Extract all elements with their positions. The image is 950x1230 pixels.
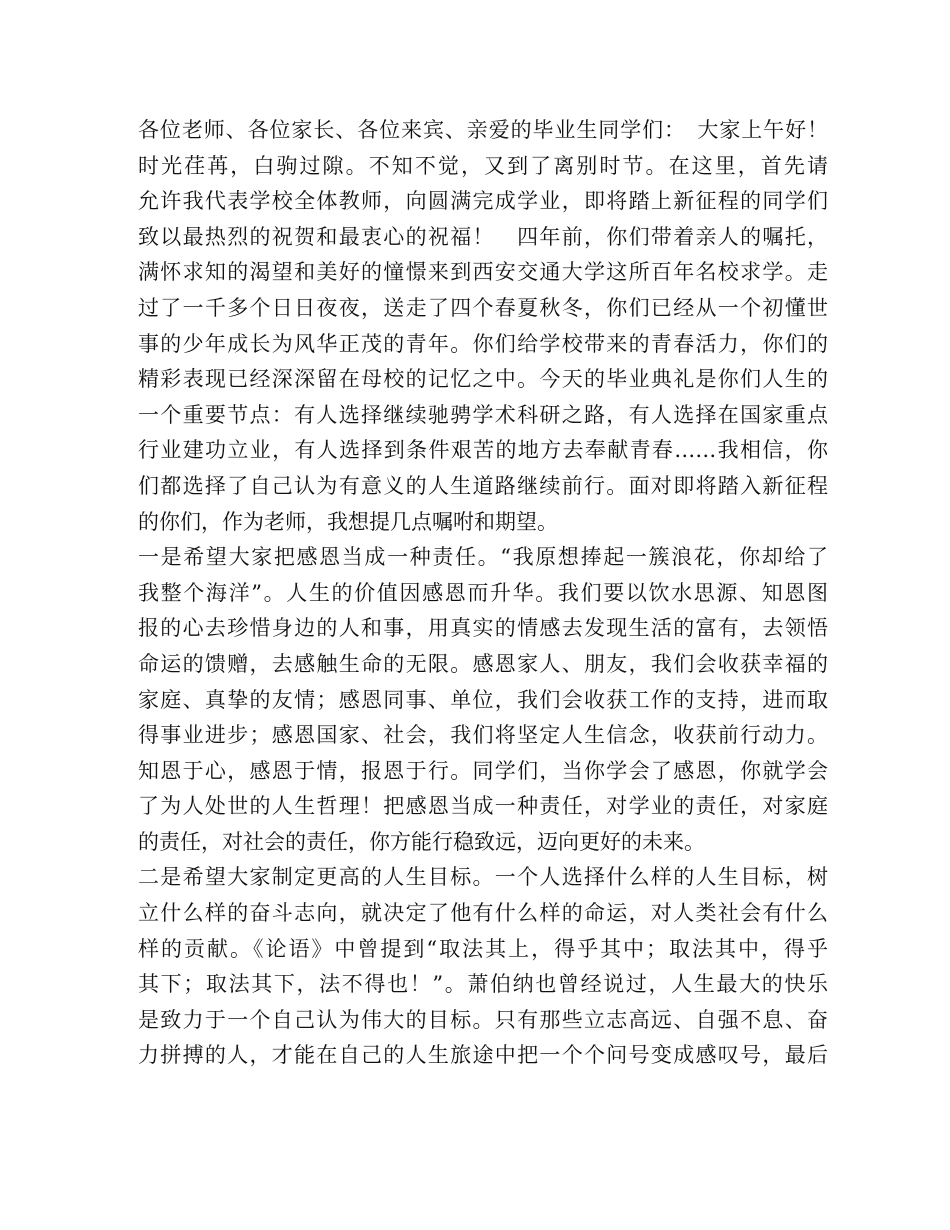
text-line-6: 过了一千多个日日夜夜，送走了四个春夏秋冬，你们已经从一个初懂世 — [138, 295, 828, 320]
text-line-17: 家庭、真挚的友情；感恩同事、单位，我们会收获工作的支持，进而取 — [138, 687, 828, 712]
text-line-9: 一个重要节点：有人选择继续驰骋学术科研之路，有人选择在国家重点 — [138, 402, 828, 427]
text-line-13: 一是希望大家把感恩当成一种责任。“我原想捧起一簇浪花，你却给了 — [138, 545, 828, 570]
text-line-26: 是致力于一个自己认为伟大的目标。只有那些立志高远、自强不息、奋 — [138, 1007, 828, 1032]
text-line-10: 行业建功立业，有人选择到条件艰苦的地方去奉献青春……我相信，你 — [138, 438, 828, 463]
text-line-7: 事的少年成长为风华正茂的青年。你们给学校带来的青春活力，你们的 — [138, 331, 828, 356]
text-line-16: 命运的馈赠，去感触生命的无限。感恩家人、朋友，我们会收获幸福的 — [138, 651, 828, 676]
text-line-3: 允许我代表学校全体教师，向圆满完成学业，即将踏上新征程的同学们 — [138, 189, 828, 214]
text-line-27: 力拼搏的人，才能在自己的人生旅途中把一个个问号变成感叹号，最后 — [138, 1043, 828, 1068]
text-line-15: 报的心去珍惜身边的人和事，用真实的情感去发现生活的富有，去领悟 — [138, 616, 828, 641]
text-line-19: 知恩于心，感恩于情，报恩于行。同学们，当你学会了感恩，你就学会 — [138, 758, 828, 783]
text-line-21: 的责任，对社会的责任，你方能行稳致远，迈向更好的未来。 — [138, 829, 705, 854]
text-line-2: 时光荏苒，白驹过隙。不知不觉，又到了离别时节。在这里，首先请 — [138, 153, 828, 178]
text-line-5: 满怀求知的渴望和美好的憧憬来到西安交通大学这所百年名校求学。走 — [138, 260, 828, 285]
text-line-8: 精彩表现已经深深留在母校的记忆之中。今天的毕业典礼是你们人生的 — [138, 367, 828, 392]
speech-text — [138, 113, 828, 1074]
text-line-22: 二是希望大家制定更高的人生目标。一个人选择什么样的人生目标，树 — [138, 865, 828, 890]
text-line-24: 样的贡献。《论语》中曾提到“取法其上，得乎其中；取法其中，得乎 — [138, 936, 828, 961]
text-line-4: 致以最热烈的祝贺和最衷心的祝福！ 四年前，你们带着亲人的嘱托， — [138, 224, 828, 249]
text-line-23: 立什么样的奋斗志向，就决定了他有什么样的命运，对人类社会有什么 — [138, 901, 828, 926]
text-line-25: 其下；取法其下，法不得也！”。萧伯纳也曾经说过，人生最大的快乐 — [138, 972, 828, 997]
text-line-18: 得事业进步；感恩国家、社会，我们将坚定人生信念，收获前行动力。 — [138, 723, 828, 748]
text-line-14: 我整个海洋”。人生的价值因感恩而升华。我们要以饮水思源、知恩图 — [138, 580, 828, 605]
text-line-12: 的你们，作为老师，我想提几点嘱咐和期望。 — [138, 509, 558, 534]
text-line-1: 各位老师、各位家长、各位来宾、亲爱的毕业生同学们： 大家上午好！ — [138, 118, 828, 142]
text-line-20: 了为人处世的人生哲理！把感恩当成一种责任，对学业的责任，对家庭 — [138, 794, 828, 819]
text-line-11: 们都选择了自己认为有意义的人生道路继续前行。面对即将踏入新征程 — [138, 473, 828, 498]
